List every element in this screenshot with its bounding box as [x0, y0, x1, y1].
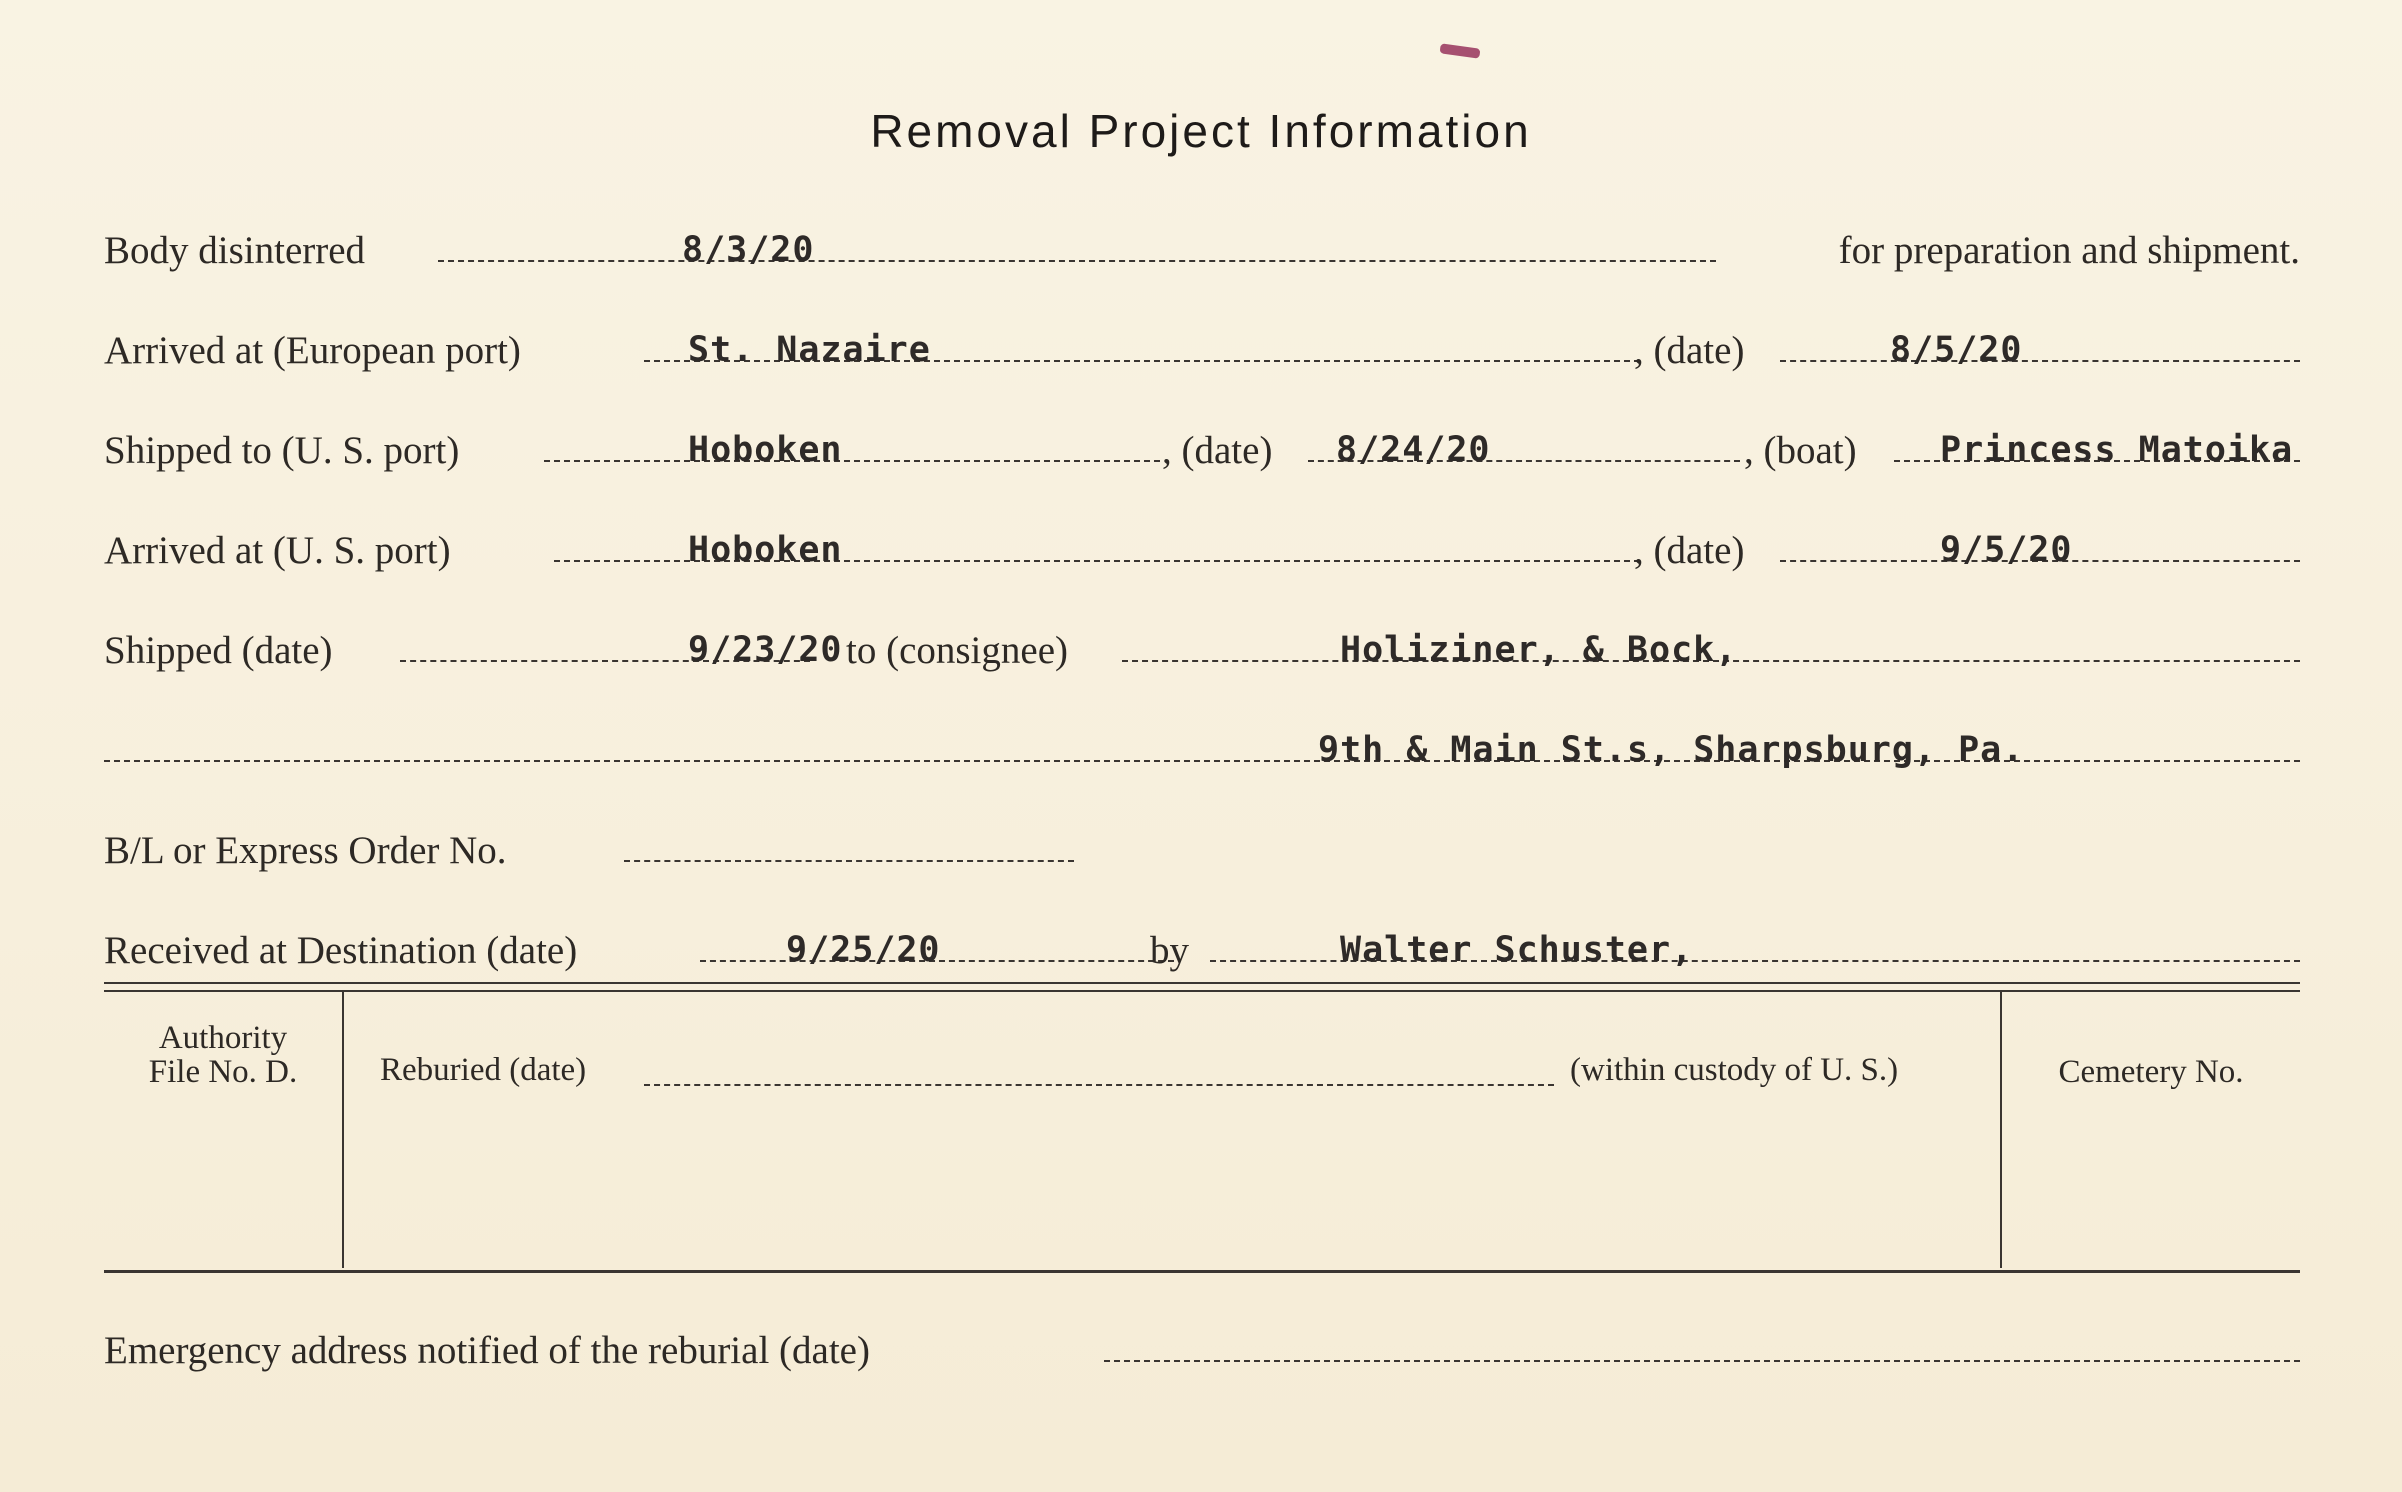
- arrived-european-label: Arrived at (European port): [104, 329, 521, 372]
- page-title: Removal Project Information: [870, 105, 1532, 157]
- reburied-label: Reburied (date): [380, 1052, 587, 1088]
- received-label: Received at Destination (date): [104, 929, 578, 972]
- box-divider-right: [2000, 992, 2002, 1268]
- by-label: by: [1150, 929, 1189, 972]
- arrived-european-value: St. Nazaire: [688, 330, 931, 370]
- row-received: [104, 910, 2300, 970]
- arrived-us-date-value: 9/5/20: [1940, 530, 2073, 570]
- arrived-european-date-line: [1780, 360, 2300, 362]
- reburied-line: [644, 1084, 1554, 1086]
- arrived-european-date-label: , (date): [1634, 329, 1745, 372]
- arrived-european-date-value: 8/5/20: [1890, 330, 2023, 370]
- authority-line1: Authority: [158, 1020, 288, 1056]
- consignee-label: to (consignee): [846, 629, 1069, 672]
- row-consignee-address: [104, 710, 2300, 770]
- shipped-to-label: Shipped to (U. S. port): [104, 429, 460, 472]
- body-disinterred-line: [438, 260, 1716, 262]
- arrived-us-value: Hoboken: [688, 530, 843, 570]
- box-top-rule-inner: [104, 990, 2300, 992]
- bl-line: [624, 860, 1074, 862]
- shipped-to-line: [544, 460, 1160, 462]
- authority-line2: File No. D.: [148, 1054, 298, 1090]
- arrived-us-label: Arrived at (U. S. port): [104, 529, 451, 572]
- consignee-address-value: 9th & Main St.s, Sharpsburg, Pa.: [1318, 730, 2025, 770]
- body-disinterred-value: 8/3/20: [682, 230, 815, 270]
- box-divider-left: [342, 992, 344, 1268]
- row-shipped-to: [104, 410, 2300, 470]
- shipped-to-date-value: 8/24/20: [1336, 430, 1491, 470]
- by-value: Walter Schuster,: [1340, 930, 1694, 970]
- received-value: 9/25/20: [786, 930, 941, 970]
- emergency-label: Emergency address notified of the reburial (date): [104, 1329, 870, 1372]
- consignee-value: Holiziner, & Bock,: [1340, 630, 1738, 670]
- boat-value: Princess Matoika: [1940, 430, 2294, 470]
- row-body-disinterred: [104, 210, 2300, 270]
- boat-label: , (boat): [1744, 429, 1857, 472]
- row-arrived-us: [104, 510, 2300, 570]
- shipped-date-label: Shipped (date): [104, 629, 333, 672]
- shipped-to-value: Hoboken: [688, 430, 843, 470]
- body-disinterred-label: Body disinterred: [104, 229, 366, 272]
- cemetery-label: Cemetery No.: [2058, 1054, 2244, 1090]
- bl-label: B/L or Express Order No.: [104, 829, 507, 872]
- arrived-us-date-label: , (date): [1634, 529, 1745, 572]
- ink-mark: [1439, 43, 1480, 58]
- shipped-date-value: 9/23/20: [688, 630, 843, 670]
- emergency-line: [1104, 1360, 2300, 1362]
- custody-label: (within custody of U. S.): [1570, 1052, 1899, 1088]
- shipped-to-date-label: , (date): [1162, 429, 1273, 472]
- body-disinterred-suffix: for preparation and shipment.: [1838, 229, 2300, 272]
- row-shipped-date: [104, 610, 2300, 670]
- row-arrived-european: [104, 310, 2300, 370]
- box-bottom-rule: [104, 1270, 2300, 1273]
- row-bl: [104, 810, 2300, 870]
- box-top-rule: [104, 982, 2300, 984]
- row-emergency: [104, 1310, 2300, 1370]
